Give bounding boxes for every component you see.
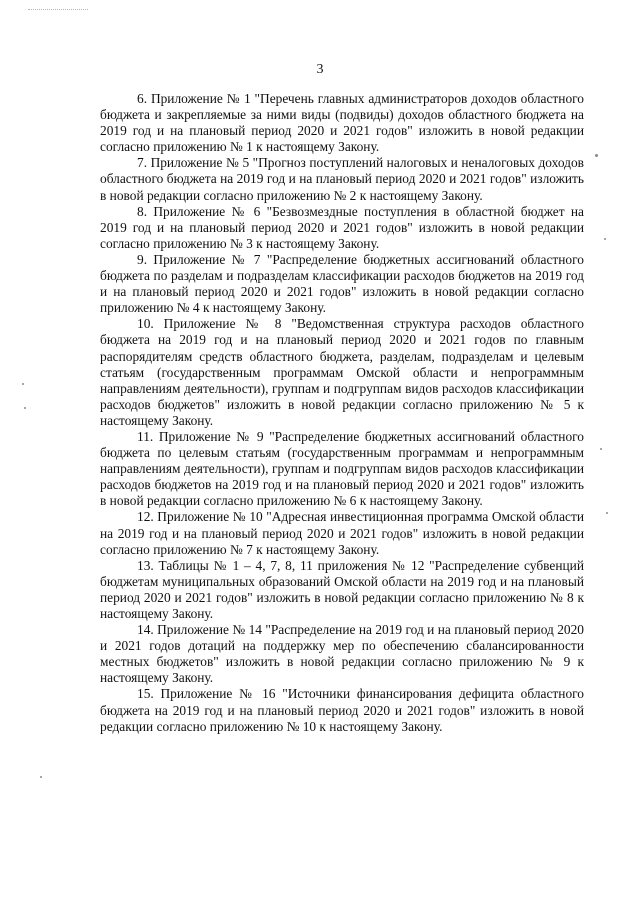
scan-speck bbox=[24, 407, 26, 409]
paragraph-item-12: 12. Приложение № 10 "Адресная инвестиционная программа Омской области на 2019 год и на плановый период 2020 и 2021 годов" изложить в новой редакции согласно приложению № 7 к настоящему Закону. bbox=[100, 509, 584, 557]
paragraph-item-15: 15. Приложение № 16 "Источники финансирования дефицита областного бюджета на 2019 год и на плановый период 2020 и 2021 годов" изложить в новой редакции согласно приложению № 10 к настоящему Закону. bbox=[100, 686, 584, 734]
scan-speck bbox=[600, 448, 602, 450]
paragraph-item-14: 14. Приложение № 14 "Распределение на 2019 год и на плановый период 2020 и 2021 годов дотаций на поддержку мер по обеспечению сбалансированности местных бюджетов" изложить в новой редакции согласно приложению № 9 к настоящему Закону. bbox=[100, 622, 584, 686]
document-body bbox=[100, 91, 584, 735]
paragraph-item-11: 11. Приложение № 9 "Распределение бюджетных ассигнований областного бюджета по целевым статьям (государственным программам и непрограммным направлениям деятельности), группам и подгруппам видов расходов классификации расходов бюджетов на 2019 год и на плановый период 2020 и 2021 годов" изложить в новой редакции согласно приложению № 6 к настоящему Закону. bbox=[100, 428, 584, 509]
paragraph-item-9: 9. Приложение № 7 "Распределение бюджетных ассигнований областного бюджета по разделам и подразделам классификации расходов бюджетов на 2019 год и на плановый период 2020 и 2021 годов" изложить в новой редакции согласно приложению № 4 к настоящему Закону. bbox=[100, 251, 584, 316]
paragraph-item-10: 10. Приложение № 8 "Ведомственная структура расходов областного бюджета на 2019 год и на плановый период 2020 и 2021 годов по главным распорядителям средств областного бюджета, разделам, подразделам и целевым статьям (государственным программам Омской области и непрограммным направлениям деятельности), группам и подгруппам видов расходов классификации расходов бюджетов" изложить в новой редакции согласно приложению № 5 к настоящему Закону. bbox=[100, 316, 584, 428]
scan-speck bbox=[604, 238, 606, 240]
paragraph-item-6: 6. Приложение № 1 "Перечень главных администраторов доходов областного бюджета и закрепляемые за ними виды (подвиды) доходов областного бюджета на 2019 год и на плановый период 2020 и 2021 годов" изложить в новой редакции согласно приложению № 1 к настоящему Закону. bbox=[100, 91, 584, 155]
paragraph-item-8: 8. Приложение № 6 "Безвозмездные поступления в областной бюджет на 2019 год и на плановый период 2020 и 2021 годов" изложить в новой редакции согласно приложению № 3 к настоящему Закону. bbox=[100, 203, 584, 251]
scan-speck bbox=[22, 383, 24, 385]
scan-speck bbox=[40, 776, 42, 778]
scan-artifact bbox=[28, 9, 88, 11]
paragraph-item-13: 13. Таблицы № 1 – 4, 7, 8, 11 приложения № 12 "Распределение субвенций бюджетам муниципальных образований Омской области на 2019 год и на плановый период 2020 и 2021 годов" изложить в новой редакции согласно приложению № 8 к настоящему Закону. bbox=[100, 557, 584, 621]
scan-speck bbox=[595, 154, 598, 157]
page-number: 3 bbox=[316, 62, 324, 77]
paragraph-item-7: 7. Приложение № 5 "Прогноз поступлений налоговых и неналоговых доходов областного бюджета на 2019 год и на плановый период 2020 и 2021 годов" изложить в новой редакции согласно приложению № 2 к настоящему Закону. bbox=[100, 155, 584, 203]
scan-speck bbox=[606, 512, 608, 514]
